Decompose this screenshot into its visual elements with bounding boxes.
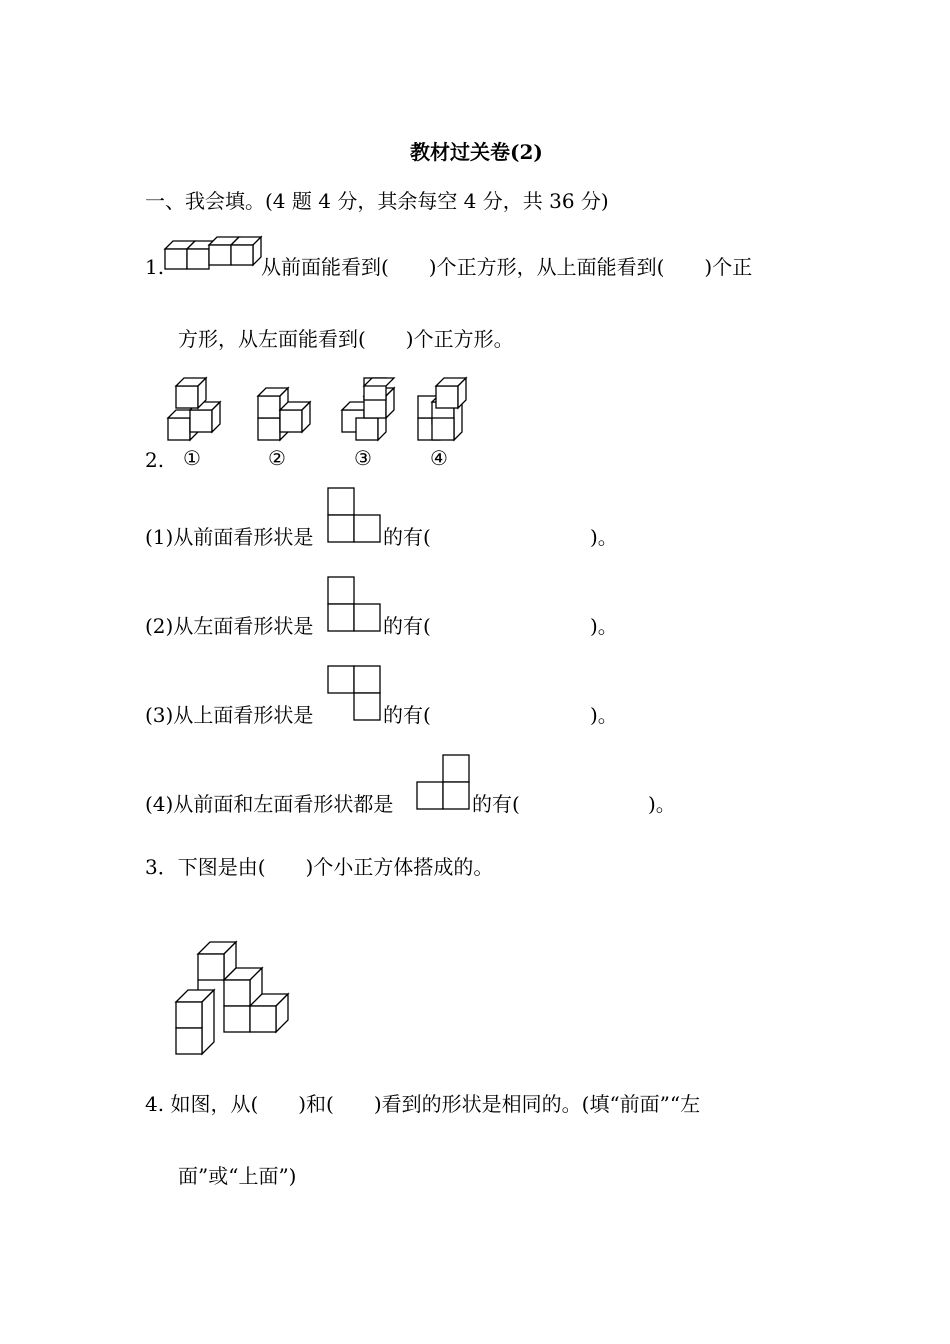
- section-heading: 一、我会填。(4 题 4 分，其余每空 4 分，共 36 分): [145, 189, 609, 213]
- q2-sub1-suffix: 的有(: [383, 525, 431, 549]
- q2-sub2-prefix: (2)从左面看形状是: [145, 614, 314, 638]
- q1-text-line2: 方形，从左面能看到( )个正方形。: [178, 327, 514, 351]
- q2-number: 2.: [145, 448, 165, 472]
- q2-sub1-shape: [328, 488, 382, 544]
- q2-sub1-close: )。: [590, 525, 618, 549]
- q2-sub4-prefix: (4)从前面和左面看形状都是: [145, 792, 394, 816]
- q2-sub4-suffix: 的有(: [472, 792, 520, 816]
- q2-sub3-prefix: (3)从上面看形状是: [145, 703, 314, 727]
- q2-sub4-close: )。: [648, 792, 676, 816]
- q3-text: 3．下图是由( )个小正方体搭成的。: [145, 855, 494, 879]
- q4-text-line2: 面”或“上面”): [178, 1164, 297, 1188]
- q2-sub3-shape: [328, 666, 382, 722]
- q3-solid-figure: [176, 940, 292, 1056]
- q2-sub4-shape: [417, 755, 471, 811]
- q2-label-3: ③: [354, 446, 372, 470]
- q1-cube-row-figure: [165, 237, 261, 271]
- q2-label-1: ①: [183, 446, 201, 470]
- q2-sub3-close: )。: [590, 703, 618, 727]
- solid-2: [258, 388, 310, 440]
- q2-sub1-prefix: (1)从前面看形状是: [145, 525, 314, 549]
- page-title: 教材过关卷(2): [410, 140, 543, 164]
- solid-4: [418, 378, 466, 440]
- q1-text-line1: 从前面能看到( )个正方形，从上面能看到( )个正: [261, 255, 753, 279]
- q2-label-4: ④: [430, 446, 448, 470]
- q4-text-line1: 4. 如图，从( )和( )看到的形状是相同的。(填“前面”“左: [145, 1092, 701, 1116]
- q2-label-2: ②: [268, 446, 286, 470]
- solid-3: [342, 378, 394, 440]
- q2-sub2-close: )。: [590, 614, 618, 638]
- q1-number: 1.: [145, 255, 165, 279]
- solid-1: [168, 378, 220, 440]
- q2-sub3-suffix: 的有(: [383, 703, 431, 727]
- q2-solids-figure: [166, 378, 476, 444]
- q2-sub2-shape: [328, 577, 382, 633]
- q2-sub2-suffix: 的有(: [383, 614, 431, 638]
